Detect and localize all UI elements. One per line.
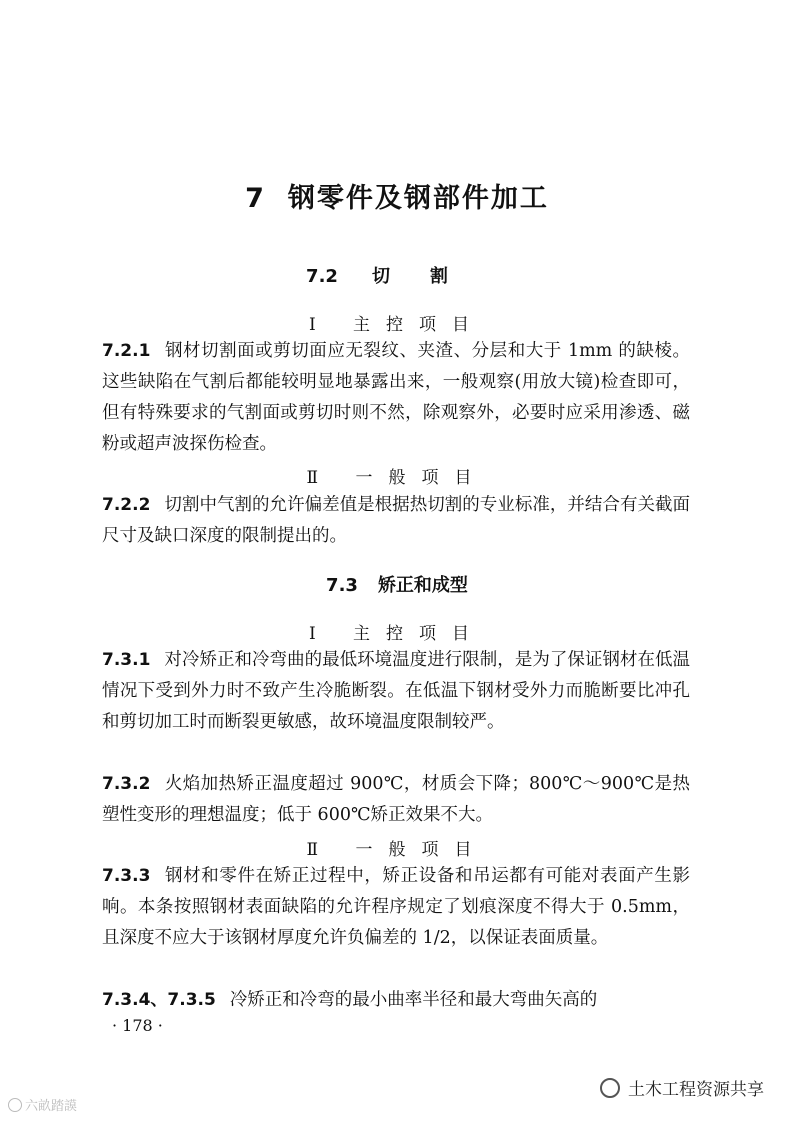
clause-number: 7.2.2	[102, 495, 151, 515]
section-7-2-number: 7.2	[306, 266, 338, 287]
subhead-7-3-main-items: Ⅰ 主控项目	[308, 624, 486, 644]
section-7-3-number: 7.3	[326, 575, 358, 596]
watermark-left	[8, 1095, 77, 1114]
section-7-3-title	[0, 571, 794, 597]
chapter-name: 钢零件及钢部件加工	[287, 183, 549, 214]
watermark-left-text: 六畝踏謨	[25, 1099, 78, 1114]
clause-text: 切割中气割的允许偏差值是根据热切割的专业标准，并结合有关截面尺寸及缺口深度的限制提出的。	[102, 495, 690, 546]
clause-text: 冷矫正和冷弯的最小曲率半径和最大弯曲矢高的	[229, 990, 598, 1010]
clause-7-3-2	[102, 769, 690, 831]
clause-7-2-2	[102, 490, 690, 552]
clause-7-3-4-5	[102, 985, 690, 1016]
clause-7-3-1	[102, 645, 690, 738]
clause-text: 对冷矫正和冷弯曲的最低环境温度进行限制，是为了保证钢材在低温情况下受到外力时不致产生冷脆断裂。在低温下钢材受外力而脆断要比冲孔和剪切加工时而断裂更敏感，故环境温度限制较严。	[102, 650, 690, 732]
subhead-7-3-general-items: Ⅱ 一般项目	[306, 840, 488, 860]
clause-number: 7.2.1	[102, 341, 151, 361]
watermark-right	[600, 1075, 764, 1100]
clause-7-3-3	[102, 861, 690, 954]
clause-text: 钢材切割面或剪切面应无裂纹、夹渣、分层和大于 1mm 的缺棱。这些缺陷在气割后都能较明显地暴露出来，一般观察(用放大镜)检查即可，但有特殊要求的气割面或剪切时则不然，除观察外，必要时应采用渗透、磁粉或超声波探伤检查。	[102, 341, 690, 454]
subhead-7-2-general-items: Ⅱ 一般项目	[306, 468, 488, 488]
chapter-title	[0, 176, 794, 215]
clause-text: 钢材和零件在矫正过程中，矫正设备和吊运都有可能对表面产生影响。本条按照钢材表面缺陷的允许程序规定了划痕深度不得大于 0.5mm，且深度不应大于该钢材厚度允许负偏差的 1/2，以保证表面质量。	[102, 866, 690, 948]
subhead-7-2-main-items: Ⅰ 主控项目	[308, 315, 486, 335]
clause-7-2-1	[102, 336, 690, 460]
wechat-account-icon	[600, 1078, 620, 1098]
page-number: · 178 ·	[112, 1016, 163, 1035]
clause-number: 7.3.2	[102, 774, 151, 794]
clause-number: 7.3.4、7.3.5	[102, 990, 216, 1010]
watermark-right-text: 土木工程资源共享	[628, 1080, 764, 1100]
section-7-3-name: 矫正和成型	[377, 575, 468, 596]
section-7-2-title	[0, 262, 794, 288]
section-7-2-name: 切割	[371, 266, 488, 287]
clause-number: 7.3.1	[102, 650, 151, 670]
clause-text: 火焰加热矫正温度超过 900℃，材质会下降；800℃～900℃是热塑性变形的理想温度；低于 600℃矫正效果不大。	[102, 774, 690, 825]
watermark-logo-icon	[8, 1098, 22, 1112]
clause-number: 7.3.3	[102, 866, 151, 886]
chapter-number: 7	[245, 183, 266, 214]
